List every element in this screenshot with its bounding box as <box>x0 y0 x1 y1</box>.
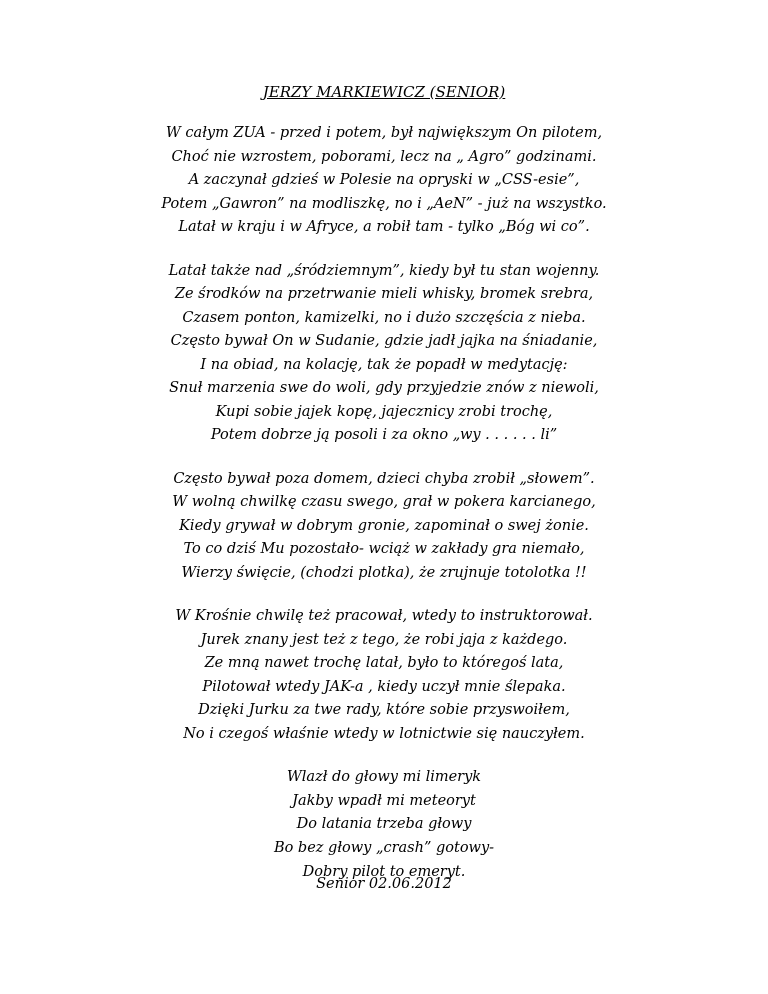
poem-line: W wolną chwilkę czasu swego, grał w pokera karcianego, <box>172 494 596 510</box>
poem-line: A zaczynał gdzieś w Polesie na opryski w „CSS-esie”, <box>188 172 580 188</box>
poem-line: Czasem ponton, kamizelki, no i dużo szczęścia z nieba. <box>182 309 586 326</box>
poem-line: Kupi sobie jajek kopę, jajecznicy zrobi trochę, <box>215 403 553 420</box>
stanza-3 <box>0 468 768 586</box>
stanza-1 <box>0 122 768 240</box>
poem-line: No i czegoś właśnie wtedy w lotnictwie się nauczyłem. <box>183 725 585 742</box>
poem-line: Dzięki Jurku za twe rady, które sobie przyswoiłem, <box>198 702 570 718</box>
poem-line: Do latania trzeba głowy <box>296 816 472 833</box>
poem-line: Bo bez głowy „crash” gotowy- <box>273 840 495 857</box>
poem-line: W Krośnie chwilę też pracował, wtedy to instruktorował. <box>175 608 593 624</box>
poem-line: Wierzy święcie, (chodzi plotka), że zrujnuje totolotka !! <box>181 564 587 581</box>
poem-line: Potem „Gawron” na modliszkę, no i „AeN” - już na wszystko. <box>161 195 607 212</box>
poem-line: Jakby wpadł mi meteoryt <box>292 792 476 809</box>
poem-line: Ze środków na przetrwanie mieli whisky, bromek srebra, <box>174 286 594 302</box>
poem-line: Snuł marzenia swe do woli, gdy przyjedzie znów z niewoli, <box>169 380 599 396</box>
stanza-4 <box>0 605 768 746</box>
poem-title: JERZY MARKIEWICZ (SENIOR) <box>262 83 506 101</box>
poem-line: To co dziś Mu pozostało- wciąż w zakłady gra niemało, <box>183 541 585 557</box>
poem-line: Często bywał poza domem, dzieci chyba zrobił „słowem”. <box>173 470 595 487</box>
poem-body <box>0 122 768 905</box>
stanza-limerick <box>0 766 768 885</box>
poem-line: Potem dobrze ją posoli i za okno „wy . . . . . . li” <box>210 427 558 443</box>
poem-line: I na obiad, na kolację, tak że popadł w medytację: <box>200 356 568 373</box>
poem-line: Dobry pilot to emeryt. <box>302 863 466 880</box>
poem-line: Latał w kraju i w Afryce, a robił tam - tylko „Bóg wi co”. <box>178 219 590 235</box>
poem-line: Wlazł do głowy mi limeryk <box>286 769 482 785</box>
stanza-2 <box>0 260 768 448</box>
poem-line: Kiedy grywał w dobrym gronie, zapominał o swej żonie. <box>179 517 589 534</box>
poem-line: Jurek znany jest też z tego, że robi jaja z każdego. <box>200 631 568 648</box>
poem-line: Ze mną nawet trochę latał, było to któregoś lata, <box>204 655 564 671</box>
poem-line: Choć nie wzrostem, poborami, lecz na „ Agro” godzinami. <box>171 148 597 165</box>
signature-date: Senior 02.06.2012 <box>316 876 452 892</box>
poem-line: Często bywał On w Sudanie, gdzie jadł jajka na śniadanie, <box>170 333 598 349</box>
poem-line: W całym ZUA - przed i potem, był największym On pilotem, <box>165 125 603 141</box>
poem-line: Pilotował wtedy JAK-a , kiedy uczył mnie ślepaka. <box>202 678 566 695</box>
poem-line: Latał także nad „śródziemnym”, kiedy był tu stan wojenny. <box>168 262 600 279</box>
